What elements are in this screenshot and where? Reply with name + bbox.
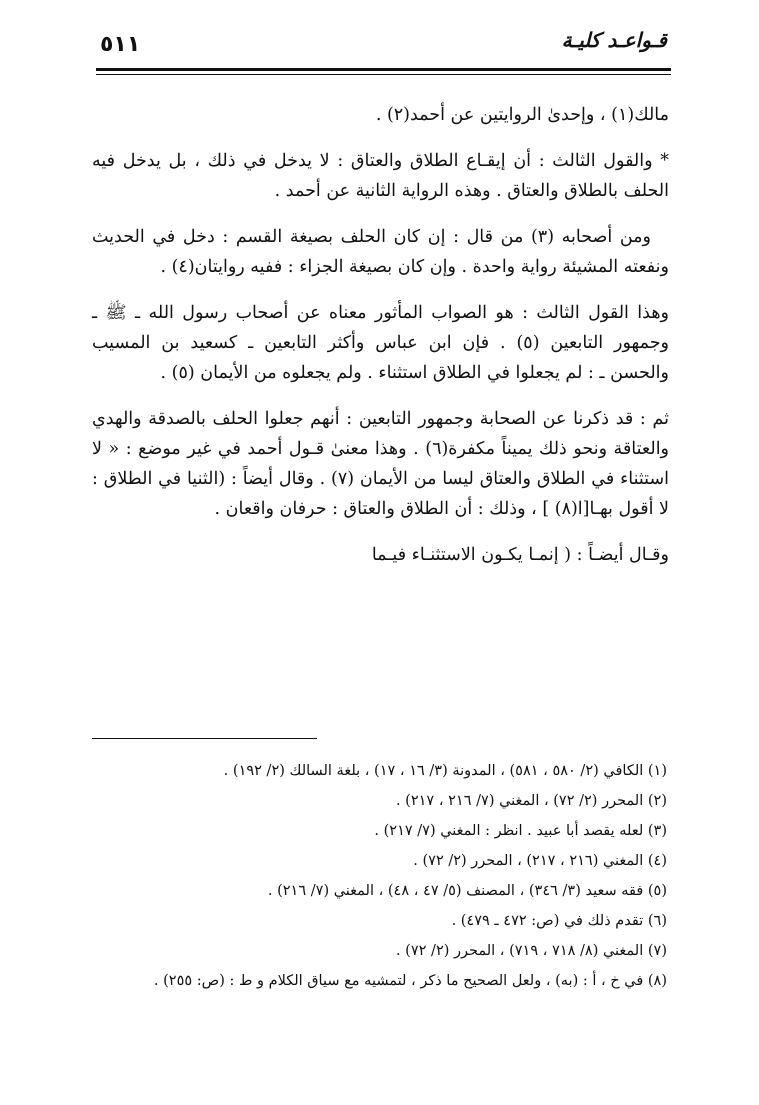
paragraph-4: وهذا القول الثالث : هو الصواب المأثور معناه عن أصحاب رسول الله ـ ﷺ ـ وجمهور التابعين (٥) . فإن ابن عباس وأكثر التابعين ـ كسعيد بن المسيب والحسن ـ : لم يجعلوا في الطلاق استثناء . ولم يجعلوه من الأيمان (٥) .	[92, 303, 669, 383]
paragraph-6: وقـال أيضـاً : ( إنمـا يكـون الاستثنـاء فيـما	[371, 545, 669, 565]
footnote-4: (٤) المغني (٢١٦ ، ٢١٧) ، المحرر (٢/ ٧٢) .	[413, 853, 667, 869]
paragraph-1: مالك(١) ، وإحدىٰ الروايتين عن أحمد(٢) .	[375, 105, 669, 125]
header-rule-thin	[96, 74, 671, 75]
footnote-6: (٦) تقدم ذلك في (ص: ٤٧٢ ـ ٤٧٩) .	[451, 913, 667, 929]
footnote-8: (٨) في خ ، أ : (به) ، ولعل الصحيح ما ذكر ، لتمشيه مع سياق الكلام و ط : (ص: ٢٥٥) .	[153, 973, 667, 989]
footnote-2: (٢) المحرر (٢/ ٧٢) ، المغني (٧/ ٢١٦ ، ٢١٧) .	[395, 793, 667, 809]
main-text	[92, 100, 669, 586]
header-rule-thick	[96, 68, 671, 71]
footnote-5: (٥) فقه سعيد (٣/ ٣٤٦) ، المصنف (٥/ ٤٧ ، ٤٨) ، المغني (٧/ ٢١٦) .	[267, 883, 667, 899]
footnote-separator	[92, 738, 317, 739]
paragraph-5: ثم : قد ذكرنا عن الصحابة وجمهور التابعين : أنهم جعلوا الحلف بالصدقة والهدي والعتاقة ونحو ذلك يميناً مكفرة(٦) . وهذا معنىٰ قـول أحمد في غير موضع : « لا استثناء في الطلاق والعتاق ليسا من الأيمان (٧) . وقال أيضاً : (الثنيا في الطلاق : لا أقول بهـا[ا(٨) ] ، وذلك : أن الطلاق والعتاق : حرفان واقعان .	[92, 409, 670, 519]
paragraph-2: * والقول الثالث : أن إيقـاع الطلاق والعتاق : لا يدخل في ذلك ، بل يدخل فيه الحلف بالطلاق والعتاق . وهذه الرواية الثانية عن أحمد .	[92, 151, 669, 201]
footnotes	[92, 756, 667, 996]
page-number: ٥١١	[100, 32, 141, 57]
footnote-3: (٣) لعله يقصد أبا عبيد . انظر : المغني (٧/ ٢١٧) .	[374, 823, 667, 839]
paragraph-3: ومن أصحابه (٣) من قال : إن كان الحلف بصيغة القسم : دخل في الحديث ونفعته المشيئة رواية واحدة . وإن كان بصيغة الجزاء : ففيه روايتان(٤) .	[92, 227, 669, 277]
footnote-7: (٧) المغني (٨/ ٧١٨ ، ٧١٩) ، المحرر (٢/ ٧٢) .	[395, 943, 667, 959]
footnote-1: (١) الكافي (٢/ ٥٨٠ ، ٥٨١) ، المدونة (٣/ ١٦ ، ١٧) ، بلغة السالك (٢/ ١٩٢) .	[223, 763, 667, 779]
running-header-title: قـواعـد كليـة	[561, 28, 667, 52]
